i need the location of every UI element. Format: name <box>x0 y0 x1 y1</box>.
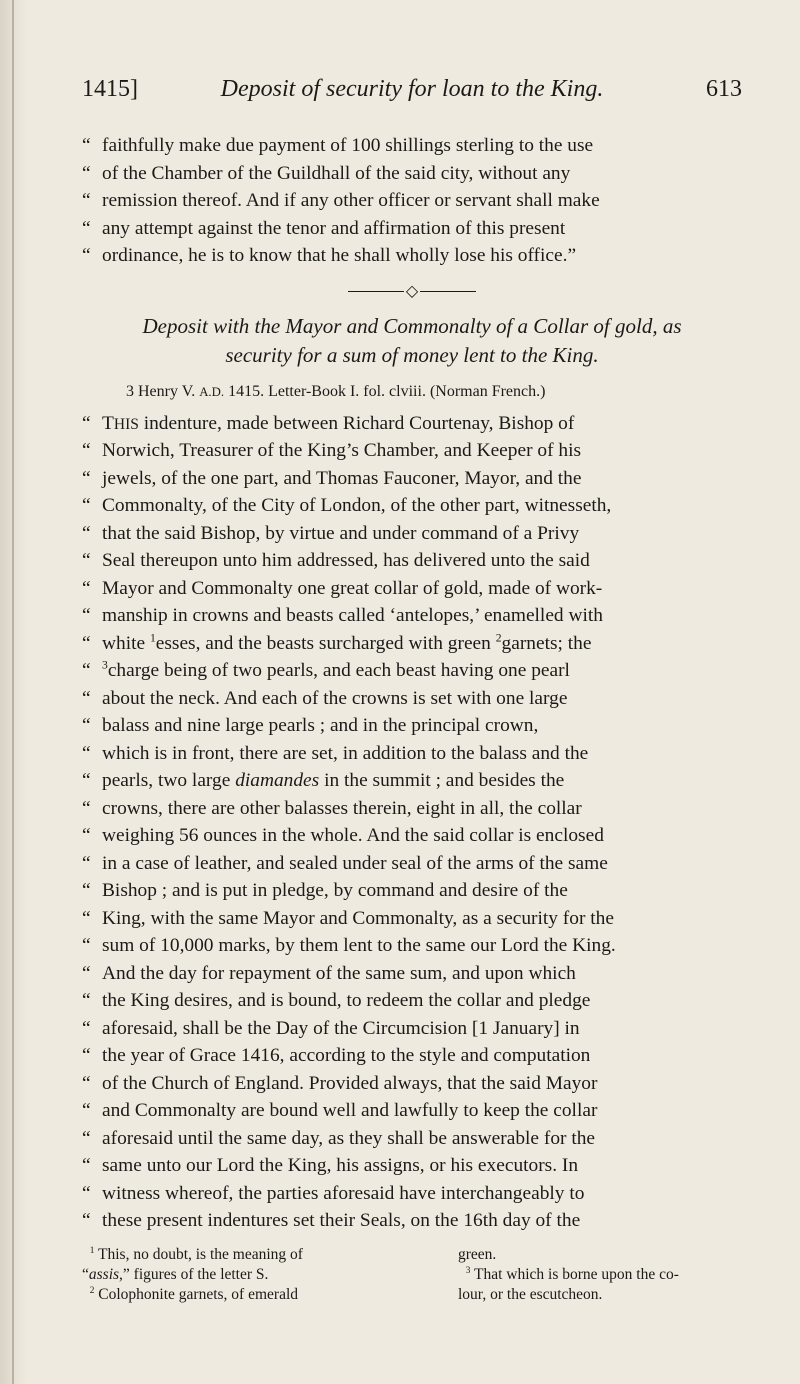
text-line: “ these present indentures set their Seals, on the 16th day of the <box>82 1210 581 1231</box>
text-line: “ which is in front, there are set, in addition to the balass and the <box>82 742 589 764</box>
text-line: “ Seal thereupon unto him addressed, has delivered unto the said <box>82 550 590 571</box>
footnotes <box>82 1245 742 1305</box>
footnote-ref: 3 <box>102 658 108 672</box>
text-line: “ Mayor and Commonalty one great collar of gold, made of work- <box>82 577 603 599</box>
text-line: “ remission thereof. And if any other officer or servant shall make <box>82 190 600 211</box>
footnote-ref: 1 <box>149 631 156 645</box>
footnotes-column-left <box>82 1245 458 1305</box>
text-line: “ aforesaid, shall be the Day of the Circumcision [1 January] in <box>82 1017 580 1039</box>
opening-paragraph <box>82 132 742 270</box>
section-divider <box>82 280 742 304</box>
text-line: “ same unto our Lord the King, his assigns, or his executors. In <box>82 1155 579 1176</box>
text-line: “ manship in crowns and beasts called ‘antelopes,’ enamelled with <box>82 605 603 626</box>
section-title <box>82 312 742 370</box>
text-line: “ pearls, two large diamandes in the summit ; and besides the <box>82 770 565 791</box>
text-line: “ that the said Bishop, by virtue and under command of a Privy <box>82 522 580 544</box>
text-line: “ Bishop ; and is put in pledge, by command and desire of the <box>82 880 568 901</box>
text-line: “ Norwich, Treasurer of the King’s Chamber, and Keeper of his <box>82 440 582 461</box>
text-line: “ THIS indenture, made between Richard Courtenay, Bishop of <box>82 412 575 434</box>
indenture-text <box>82 410 742 1235</box>
footnote-2: $^2$ Colophonite garnets, of emerald <box>89 1285 299 1303</box>
header-year: 1415] <box>82 76 138 102</box>
text-line: “ jewels, of the one part, and Thomas Fauconer, Mayor, and the <box>82 467 582 489</box>
book-gutter-shadow <box>0 0 28 1384</box>
text-line: “ of the Chamber of the Guildhall of the said city, without any <box>82 162 571 184</box>
section-title-line: Deposit with the Mayor and Commonalty of a Collar of gold, as <box>142 313 682 338</box>
text-line: “ balass and nine large pearls ; and in the principal crown, <box>82 715 539 736</box>
footnote-1: $^1$ This, no doubt, is the meaning of <box>89 1245 303 1263</box>
running-header <box>82 76 742 112</box>
text-line: “ aforesaid until the same day, as they shall be answerable for the <box>82 1127 596 1149</box>
text-line: “ witness whereof, the parties aforesaid have interchangeably to <box>82 1182 585 1204</box>
footnotes-column-right <box>458 1245 742 1305</box>
footnote-ref: 2 <box>495 631 502 645</box>
header-title: Deposit of security for loan to the King. <box>220 76 604 102</box>
text-line: “ ordinance, he is to know that he shall wholly lose his office.” <box>82 245 577 266</box>
text-line: “ in a case of leather, and sealed under seal of the arms of the same <box>82 852 608 874</box>
text-line: “ Commonalty, of the City of London, of the other part, witnesseth, <box>82 495 612 516</box>
text-line: “ $^3$charge being of two pearls, and each beast having one pearl <box>82 658 570 681</box>
text-line: “ faithfully make due payment of 100 shillings sterling to the use <box>82 135 594 156</box>
footnote-3: $^3$ That which is borne upon the co- <box>465 1265 679 1283</box>
text-line: “ the year of Grace 1416, according to the style and computation <box>82 1045 591 1066</box>
text-line: “ sum of 10,000 marks, by them lent to the same our Lord the King. <box>82 935 616 956</box>
text-line: “ any attempt against the tenor and affirmation of this present <box>82 217 566 239</box>
text-line: “ And the day for repayment of the same sum, and upon which <box>82 962 576 984</box>
diamond-ornament-icon: ◇ <box>405 282 419 300</box>
footnote-1-cont: “assis,” figures of the letter S. <box>82 1265 269 1283</box>
text-line: “ and Commonalty are bound well and lawfully to keep the collar <box>82 1100 598 1121</box>
section-title-line: security for a sum of money lent to the King. <box>225 342 599 367</box>
text-line: “ crowns, there are other balasses therein, eight in all, the collar <box>82 797 582 819</box>
text-line: “ white $^1$esses, and the beasts surcharged with green $^2$garnets; the <box>82 631 592 654</box>
document-page <box>82 76 742 1305</box>
source-reference: 3 Henry V. A.D. 1415. Letter-Book I. fol. clviii. (Norman French.) <box>126 382 546 400</box>
book-gutter-line <box>12 0 14 1384</box>
text-line: “ of the Church of England. Provided always, that the said Mayor <box>82 1072 598 1094</box>
page-number: 613 <box>706 76 742 102</box>
footnote-3-cont: lour, or the escutcheon. <box>458 1285 603 1303</box>
text-line: “ King, with the same Mayor and Commonalty, as a security for the <box>82 907 614 929</box>
footnote-2-cont: green. <box>458 1245 497 1263</box>
text-line: “ the King desires, and is bound, to redeem the collar and pledge <box>82 990 591 1011</box>
text-line: “ weighing 56 ounces in the whole. And the said collar is enclosed <box>82 825 604 846</box>
text-line: “ about the neck. And each of the crowns is set with one large <box>82 687 568 709</box>
